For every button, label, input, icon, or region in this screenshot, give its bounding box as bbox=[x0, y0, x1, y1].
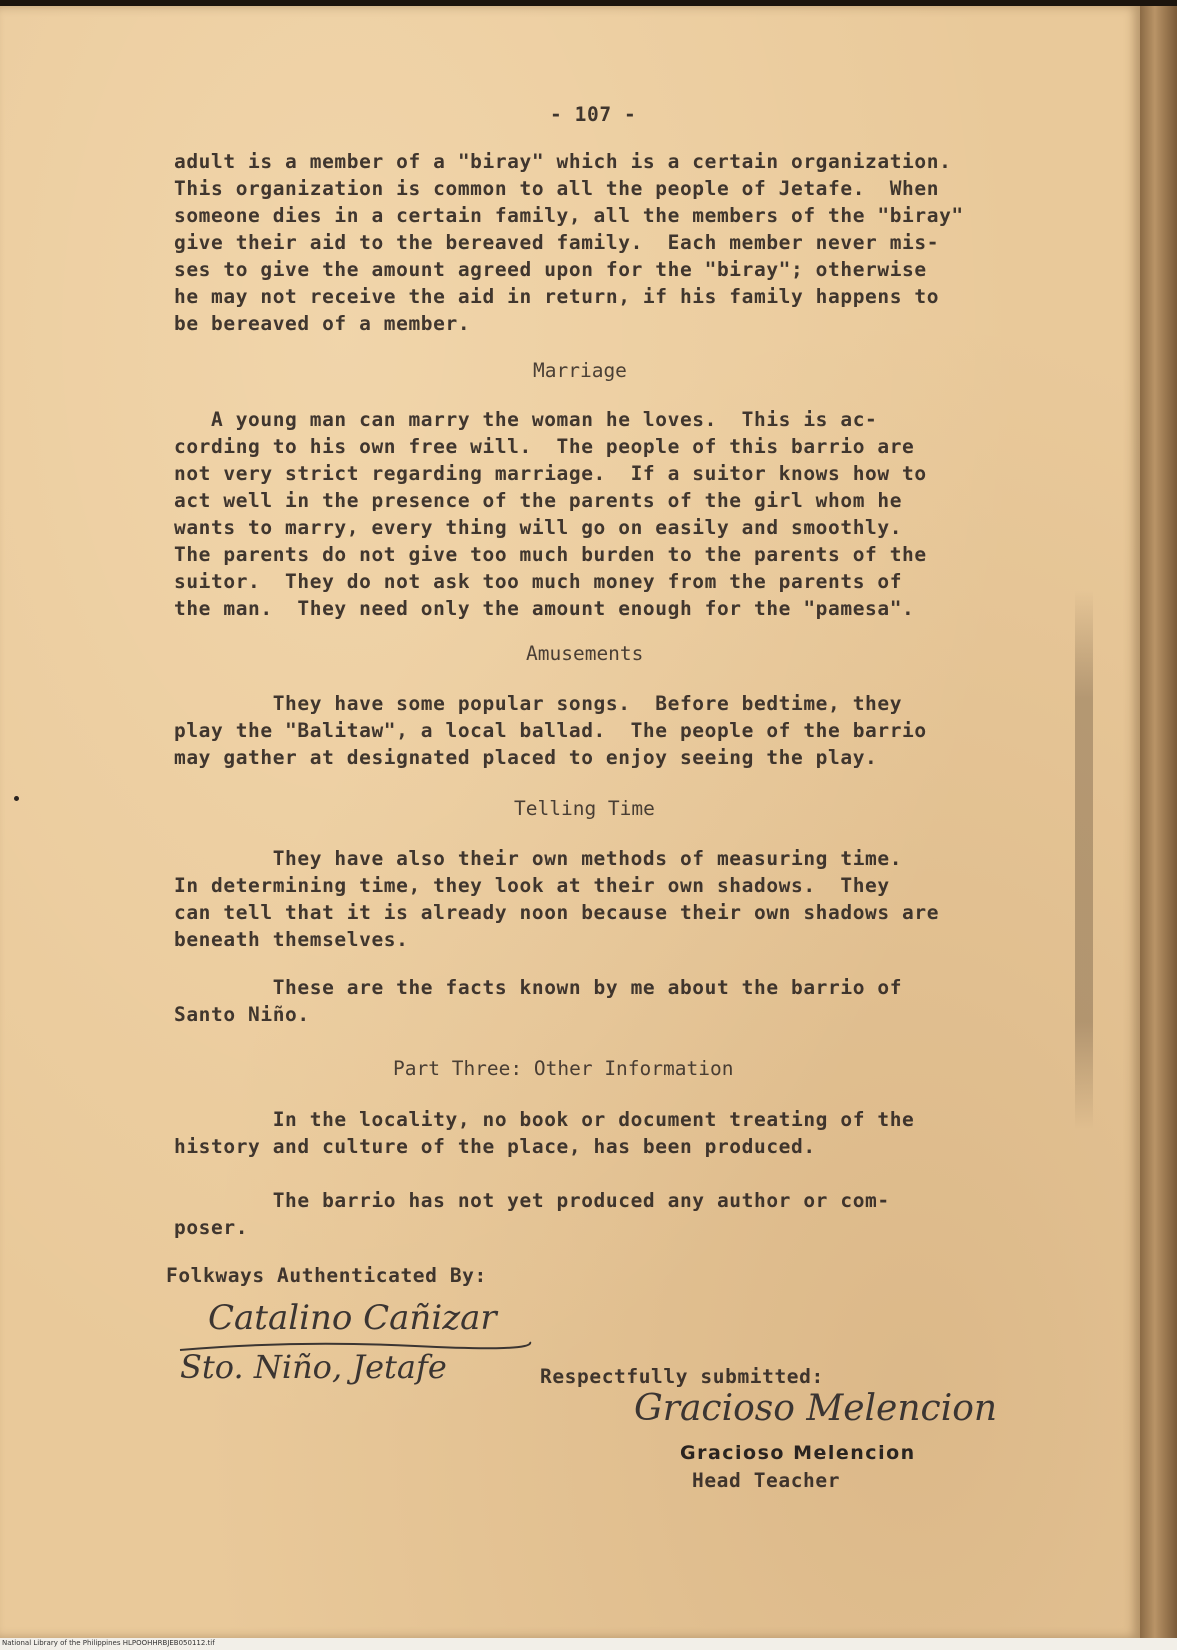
text-line: A young man can marry the woman he loves. This is ac- bbox=[174, 408, 878, 431]
paragraph-telling-time bbox=[174, 845, 1024, 953]
stray-mark bbox=[14, 796, 19, 801]
text-line: may gather at designated placed to enjoy seeing the play. bbox=[174, 746, 878, 769]
text-line: wants to marry, every thing will go on easily and smoothly. bbox=[174, 516, 903, 539]
paragraph-facts bbox=[174, 974, 1024, 1028]
page-edge bbox=[1140, 6, 1177, 1638]
text-line: They have also their own methods of measuring time. bbox=[174, 847, 903, 870]
text-line: They have some popular songs. Before bedtime, they bbox=[174, 692, 903, 715]
text-line: not very strict regarding marriage. If a suitor knows how to bbox=[174, 462, 927, 485]
paragraph-other-info bbox=[174, 1106, 1024, 1160]
text-line: the man. They need only the amount enough for the "pamesa". bbox=[174, 597, 915, 620]
text-line: someone dies in a certain family, all the members of the "biray" bbox=[174, 204, 964, 227]
heading-telling-time: Telling Time bbox=[514, 797, 655, 820]
authenticated-label: Folkways Authenticated By: bbox=[166, 1264, 487, 1287]
text-line: poser. bbox=[174, 1216, 249, 1239]
text-line: In determining time, they look at their own shadows. They bbox=[174, 874, 890, 897]
text-line: adult is a member of a "biray" which is a certain organization. bbox=[174, 150, 952, 173]
text-line: ses to give the amount agreed upon for the "biray"; otherwise bbox=[174, 258, 927, 281]
printed-name: Gracioso Melencion bbox=[680, 1442, 916, 1464]
text-line: The barrio has not yet produced any author or com- bbox=[174, 1189, 890, 1212]
text-line: In the locality, no book or document treating of the bbox=[174, 1108, 915, 1131]
text-line: history and culture of the place, has been produced. bbox=[174, 1135, 816, 1158]
text-line: This organization is common to all the people of Jetafe. When bbox=[174, 177, 940, 200]
paragraph-amusements bbox=[174, 690, 1024, 771]
heading-amusements: Amusements bbox=[526, 642, 644, 665]
text-line: play the "Balitaw", a local ballad. The people of the barrio bbox=[174, 719, 927, 742]
page-number: - 107 - bbox=[550, 103, 637, 126]
heading-marriage: Marriage bbox=[533, 359, 627, 382]
signature-authenticator: Catalino Cañizar bbox=[208, 1298, 497, 1338]
footer-caption: National Library of the Philippines HLPOOHHRBJEB050112.tif bbox=[2, 1639, 215, 1647]
text-line: give their aid to the bereaved family. Each member never mis- bbox=[174, 231, 940, 254]
signature-head-teacher: Gracioso Melencion bbox=[634, 1388, 998, 1429]
text-line: Santo Niño. bbox=[174, 1003, 310, 1026]
text-line: can tell that it is already noon because their own shadows are bbox=[174, 901, 940, 924]
text-line: be bereaved of a member. bbox=[174, 312, 471, 335]
signature-place: Sto. Niño, Jetafe bbox=[180, 1348, 447, 1386]
text-line: act well in the presence of the parents of the girl whom he bbox=[174, 489, 903, 512]
submitted-label: Respectfully submitted: bbox=[540, 1365, 824, 1388]
heading-part-three: Part Three: Other Information bbox=[393, 1057, 734, 1080]
position-title: Head Teacher bbox=[692, 1469, 841, 1492]
text-line: he may not receive the aid in return, if his family happens to bbox=[174, 285, 940, 308]
scan-smudge bbox=[1075, 590, 1093, 1130]
paragraph-biray bbox=[174, 148, 1024, 337]
text-line: These are the facts known by me about the barrio of bbox=[174, 976, 903, 999]
text-line: suitor. They do not ask too much money from the parents of bbox=[174, 570, 903, 593]
paragraph-author bbox=[174, 1187, 1024, 1241]
text-line: cording to his own free will. The people of this barrio are bbox=[174, 435, 915, 458]
text-line: The parents do not give too much burden to the parents of the bbox=[174, 543, 927, 566]
paragraph-marriage bbox=[174, 406, 1024, 622]
text-line: beneath themselves. bbox=[174, 928, 409, 951]
